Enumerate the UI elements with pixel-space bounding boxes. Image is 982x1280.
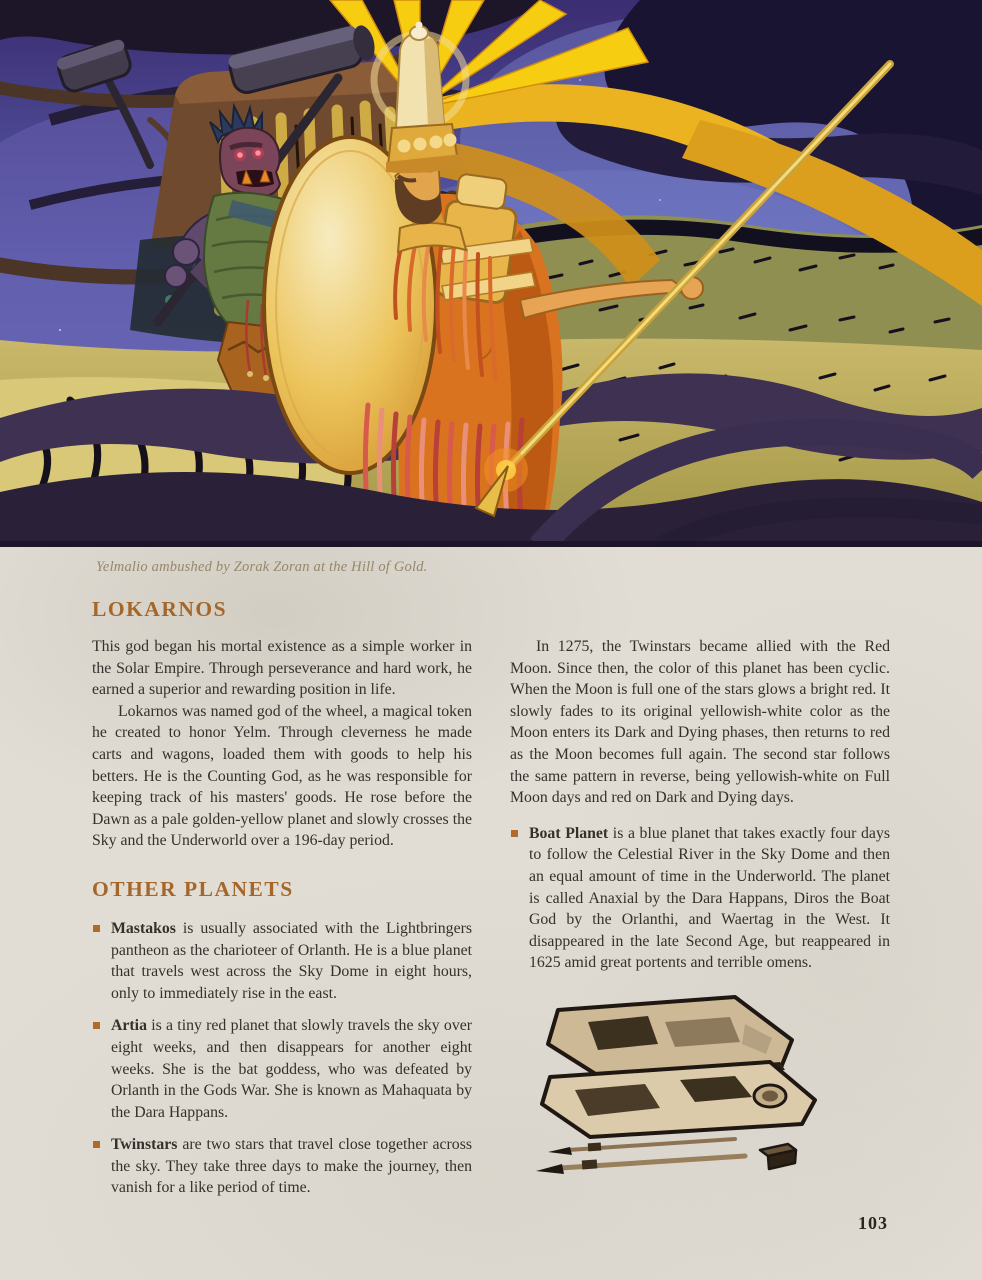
planet-list — [510, 823, 890, 974]
bullet-item-mastakos — [92, 918, 472, 1004]
bullet-term: Artia — [111, 1017, 147, 1035]
section-heading-lokarnos: LOKARNOS — [92, 597, 228, 621]
bullet-text: is a blue planet that takes exactly four days to follow the Celestial River in the Sky Dome and then an equal amount of time in the Underworld. The planet is called Anaxial by the Dara Happans, Diros the Boat God by the Orlanthi, and Waertag in the West. It disappeared in the late Second Age, but reappeared in 1625 amid great portents and terrible omens. — [529, 824, 890, 972]
bullet-item-twinstars — [92, 1134, 472, 1199]
bullet-item-boat-planet — [510, 823, 890, 974]
square-bullet-icon — [93, 1022, 100, 1029]
boat-planet-illustration — [510, 992, 890, 1182]
bullet-item-artia — [92, 1015, 472, 1123]
right-column — [510, 594, 890, 1210]
left-column — [92, 594, 472, 1210]
bullet-term: Mastakos — [111, 919, 176, 937]
bullet-text: is a tiny red planet that slowly travels the sky over eight weeks, and then disappears for another eight weeks. She is the bat goddess, who was defeated by Orlanth in the Gods War. She is known as Mahaquata by the Dara Happans. — [111, 1017, 472, 1121]
text-columns — [92, 594, 890, 1210]
paragraph: In 1275, the Twinstars became allied with the Red Moon. Since then, the color of this planet has been cyclic. When the Moon is full one of the stars glows a bright red. It slowly fades to its original yellowish-white color as the Moon enters its Dark and Dying phases, then returns to red as the Moon becomes full again. The second star follows the same pattern in reverse, being yellowish-white on Full Moon days and red on Dark and Dying days. — [510, 638, 890, 807]
square-bullet-icon — [93, 925, 100, 932]
paragraph: This god began his mortal existence as a simple worker in the Solar Empire. Through perseverance and hard work, he earned a superior and rewarding position in life. — [92, 638, 472, 699]
bullet-term: Boat Planet — [529, 824, 609, 842]
planet-list — [92, 918, 472, 1199]
bullet-text: is usually associated with the Lightbringers pantheon as the charioteer of Orlanth. He is a blue planet that travels west across the Sky Dome in eight hours, only to immediately rise in the east. — [111, 919, 472, 1002]
square-bullet-icon — [93, 1141, 100, 1148]
hero-illustration-svg — [0, 0, 982, 547]
paragraph: Lokarnos was named god of the wheel, a magical token he created to honor Yelm. Through cleverness he made carts and wagons, loaded them with goods to help his betters. He is the Counting God, as he was responsible for keeping track of his masters' goods. He rose before the Dawn as a pale golden-yellow planet and slowly crosses the Sky and the Underworld over a 196-day period. — [92, 702, 472, 850]
hero-caption: Yelmalio ambushed by Zorak Zoran at the Hill of Gold. — [96, 559, 428, 575]
bullet-text: are two stars that travel close together across the sky. They take three days to make the journey, then vanish for a like period of time. — [111, 1136, 472, 1197]
section-heading-other-planets: OTHER PLANETS — [92, 876, 294, 901]
hero-illustration — [0, 0, 982, 547]
square-bullet-icon — [511, 830, 518, 837]
page-number: 103 — [858, 1213, 888, 1233]
boat-planet-illustration-svg — [530, 992, 870, 1182]
bullet-term: Twinstars — [111, 1136, 178, 1154]
